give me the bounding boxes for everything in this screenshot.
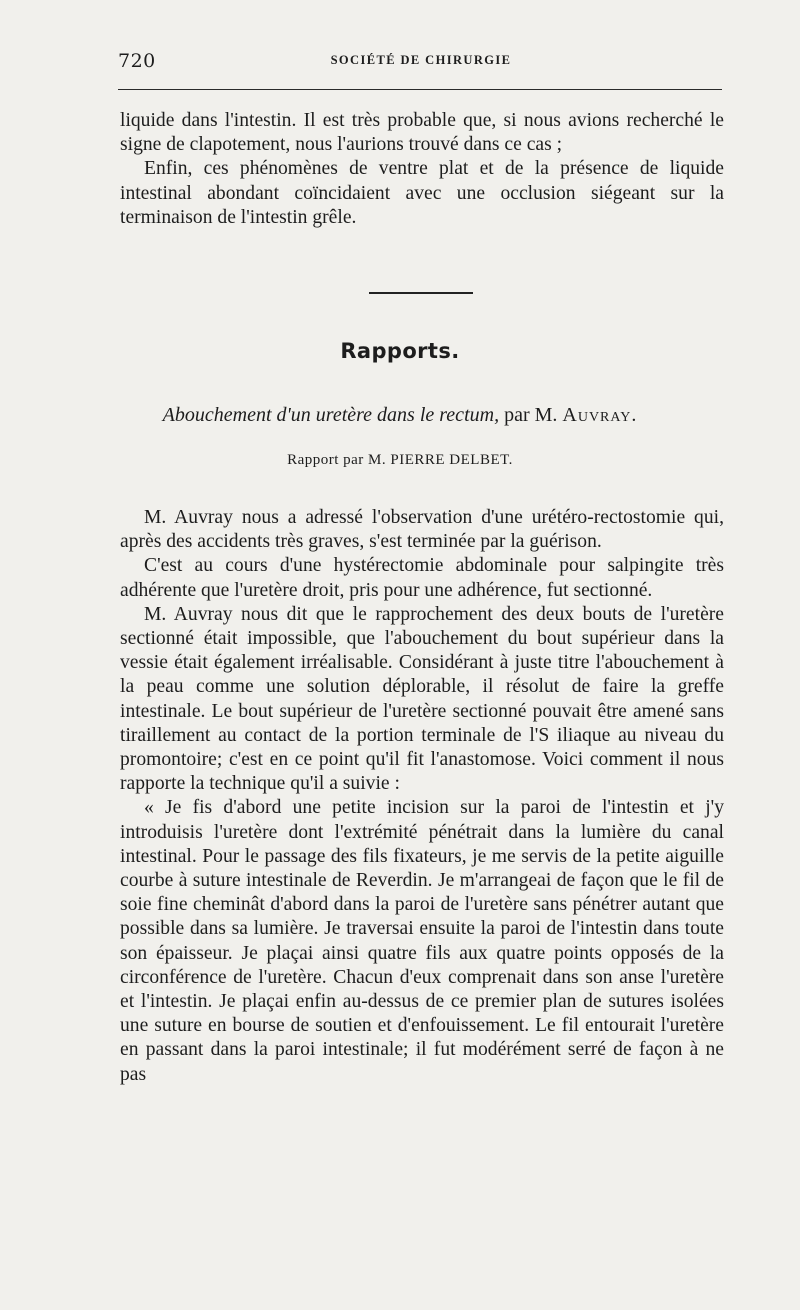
intro-text-block [120, 109, 724, 230]
paragraph: M. Auvray nous a adressé l'observation d'une urétéro-rectostomie qui, après des accidents très graves, s'est terminée par la guérison. [120, 507, 724, 553]
paragraph: C'est au cours d'une hystérectomie abdominale pour salpingite très adhérente que l'uretère droit, pris pour une adhérence, fut sectionné. [120, 555, 724, 601]
paragraph: Enfin, ces phénomènes de ventre plat et de la présence de liquide intestinal abondant coïncidaient avec une occlusion siégeant sur la terminaison de l'intestin grêle. [120, 158, 724, 228]
running-head: SOCIÉTÉ DE CHIRURGIE [330, 53, 512, 67]
article-title-italic: Abouchement d'un uretère dans le rectum, [162, 404, 500, 426]
paragraph: M. Auvray nous dit que le rapprochement des deux bouts de l'uretère sectionné était impossible, que l'abouchement du bout supérieur dans la vessie était également irréalisable. Considérant à juste titre l'abouchement à la peau comme une solution déplorable, il résolut de faire la greffe intestinale. Le bout supérieur de l'uretère sectionné pouvait être amené sans tiraillement au contact de la portion terminale de l'S iliaque au niveau du promontoire; c'est en ce point qu'il fit l'anastomose. Voici comment il nous rapporte la technique qu'il a suivie : [120, 603, 724, 795]
page-number: 720 [118, 50, 156, 72]
page-header [118, 50, 724, 74]
article-title [0, 404, 800, 427]
rapporteur-line: Rapport par M. PIERRE DELBET. [287, 452, 513, 468]
section-separator [369, 292, 473, 294]
section-title: Rapports. [340, 339, 460, 363]
header-rule [118, 89, 722, 90]
article-author: Auvray. [562, 404, 638, 426]
article-title-par: par M. [499, 404, 563, 426]
paragraph-continuation: liquide dans l'intestin. Il est très probable que, si nous avions recherché le signe de clapotement, nous l'aurions trouvé dans ce cas ; [120, 110, 724, 156]
paragraph-quote: « Je fis d'abord une petite incision sur la paroi de l'intestin et j'y introduisis l'uretère dont l'extrémité pénétrait dans la lumière du canal intestinal. Pour le passage des fils fixateurs, je me servis de la petite aiguille courbe à suture intestinale de Reverdin. Je m'arrangeai de façon que le fil de soie fine cheminât d'abord dans la paroi de l'uretère sans pénétrer autant que possible dans sa lumière. Je traversai ensuite la paroi de l'intestin dans toute son épaisseur. Je plaçai ainsi quatre fils aux quatre points opposés de la circonférence de l'uretère. Chacun d'eux comprenait dans son anse l'uretère et l'intestin. Je plaçai enfin au-dessus de ce premier plan de sutures isolées une suture en bourse de soutien et d'enfouissement. Le fil entourait l'uretère en passant dans la paroi intestinale; il fut modérément serré de façon à ne pas [120, 797, 724, 1085]
report-text-block [120, 506, 724, 1087]
